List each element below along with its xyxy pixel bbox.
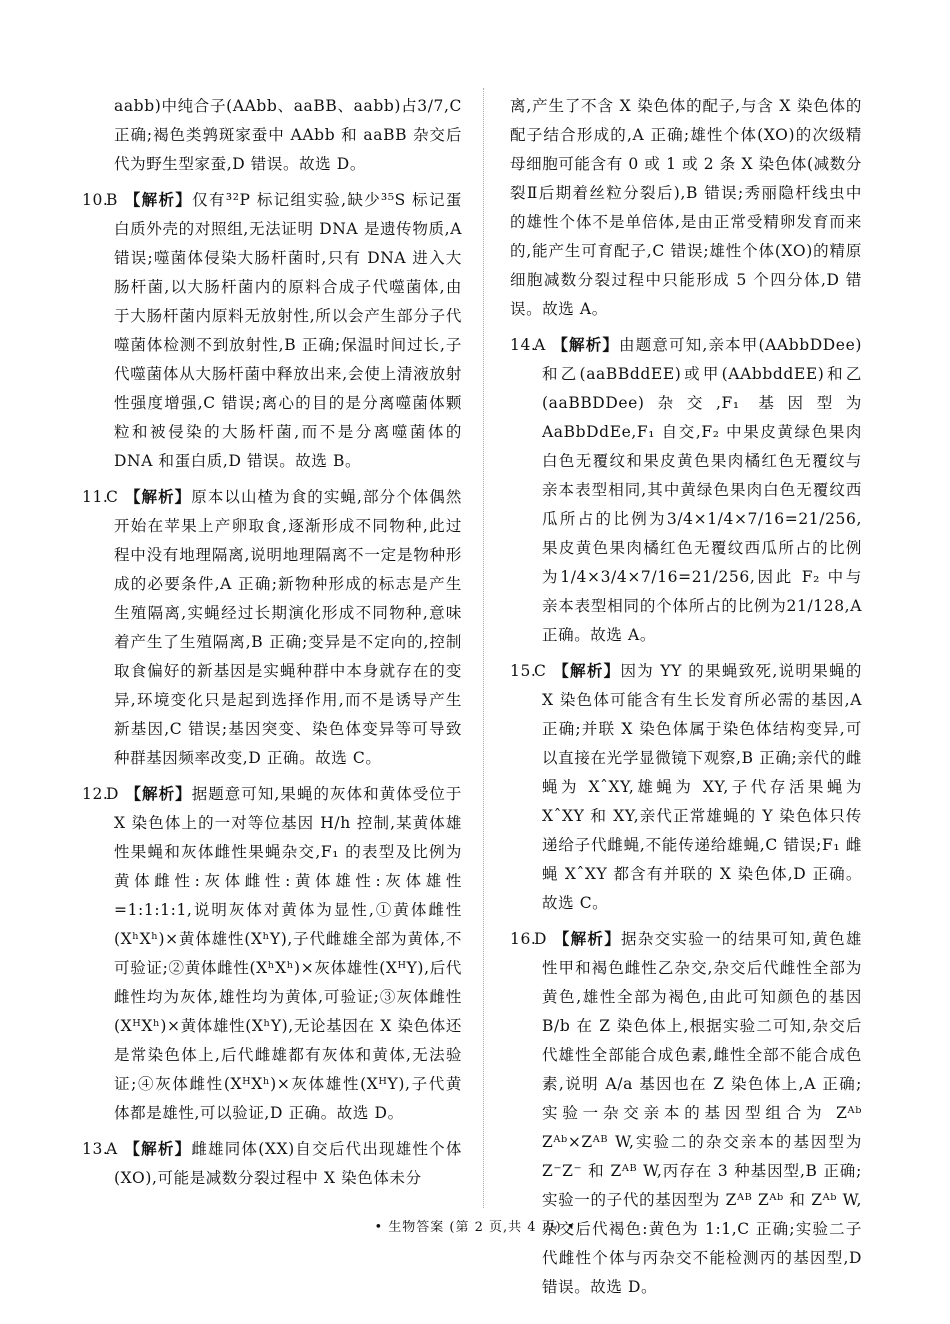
answer-item-15 <box>510 656 862 918</box>
analysis-tag: 【解析】 <box>551 335 620 354</box>
column-divider <box>483 88 484 1208</box>
answer-item-12 <box>82 779 462 1128</box>
right-column <box>510 92 862 1308</box>
answer-item-10 <box>82 185 462 476</box>
answer-item-14 <box>510 330 862 650</box>
continuation-text: aabb)中纯合子(AAbb、aaBB、aabb)占3/7,C 正确;褐色类鹑斑家蚕中 AAbb 和 aaBB 杂交后代为野生型家蚕,D 错误。故选 D。 <box>114 97 462 173</box>
item-answer: D <box>534 930 548 948</box>
page-footer: • 生物答案 (第 2 页,共 4 页) • <box>374 1220 576 1235</box>
item-text: 据杂交实验一的结果可知,黄色雄性甲和褐色雌性乙杂交,杂交后代雌性全部为黄色,雄性全部为褐色,由此可知颜色的基因 B/b 在 Z 染色体上,根据实验二可知,杂交后代雄性全部能合成色素,雌性全部不能合成色素,说明 A/a 基因也在 Z 染色体上,A 正确;实验一杂交亲本的基因型组合为 Zᴬᵇ Zᴬᵇ×Zᴬᴮ W,实验二的杂交亲本的基因型为 Z⁻Z⁻ 和 Zᴬᴮ W,丙存在 3 种基因型,B 正确;实验一的子代的基因型为 Zᴬᴮ Zᴬᵇ 和 Zᴬᵇ W,杂交后代褐色:黄色为 1:1,C 正确;实验二子代雌性个体与丙杂交不能检测丙的基因型,D 错误。故选 D。 <box>542 930 862 1296</box>
item-answer: C <box>534 662 547 680</box>
item-number: 13. <box>82 1140 109 1158</box>
item-number: 12. <box>82 785 109 803</box>
item-text: 由题意可知,亲本甲(AAbbDDee)和乙(aaBBddEE)或甲(AAbbddEE)和乙(aaBBDDee)杂交,F₁ 基因型为 AaBbDdEe,F₁ 自交,F₂ 中果皮黄绿色果肉白色无覆纹和果皮黄色果肉橘红色无覆纹与亲本表型相同,其中黄绿色果肉白色无覆纹西瓜所占的比例为3/4×1/4×7/16=21/256,果皮黄色果肉橘红色无覆纹西瓜所占的比例为1/4×3/4×7/16=21/256,因此 F₂ 中与亲本表型相同的个体所占的比例为21/128,A 正确。故选 A。 <box>542 336 863 644</box>
item-number: 11. <box>82 488 109 506</box>
item-number: 16. <box>510 930 537 948</box>
answer-item-16 <box>510 924 862 1302</box>
item-text: 据题意可知,果蝇的灰体和黄体受位于 X 染色体上的一对等位基因 H/h 控制,某黄体雄性果蝇和灰体雌性果蝇杂交,F₁ 的表型及比例为黄体雌性:灰体雌性:黄体雄性:灰体雄性=1:1:1:1,说明灰体对黄体为显性,①黄体雌性(XʰXʰ)×黄体雄性(XʰY),子代雌雄全部为黄体,不可验证;②黄体雌性(XʰXʰ)×灰体雄性(XᴴY),后代雌性均为灰体,雄性均为黄体,可验证;③灰体雌性(XᴴXʰ)×黄体雄性(XʰY),无论基因在 X 染色体还是常染色体上,后代雌雄都有灰体和黄体,无法验证;④灰体雌性(XᴴXʰ)×灰体雄性(XᴴY),子代黄体都是雄性,可以验证,D 正确。故选 D。 <box>114 785 462 1122</box>
item-answer: B <box>106 191 118 209</box>
item-text: 仅有³²P 标记组实验,缺少³⁵S 标记蛋白质外壳的对照组,无法证明 DNA 是遗传物质,A 错误;噬菌体侵染大肠杆菌时,只有 DNA 进入大肠杆菌,以大肠杆菌内的原料合成子代噬菌体,由于大肠杆菌内原料无放射性,所以会产生部分子代噬菌体检测不到放射性,B 正确;保温时间过长,子代噬菌体从大肠杆菌中释放出来,会使上清液放射性强度增强,C 错误;离心的目的是分离噬菌体颗粒和被侵染的大肠杆菌,而不是分离噬菌体的 DNA 和蛋白质,D 错误。故选 B。 <box>114 191 462 470</box>
item-number: 14. <box>510 336 537 354</box>
item-answer: C <box>106 488 119 506</box>
analysis-tag: 【解析】 <box>124 190 193 209</box>
analysis-tag: 【解析】 <box>552 661 621 680</box>
analysis-tag: 【解析】 <box>125 784 192 803</box>
item-text: 因为 YY 的果蝇致死,说明果蝇的 X 染色体可能含有生长发育所必需的基因,A 正确;并联 X 染色体属于染色体结构变异,可以直接在光学显微镜下观察,B 正确;亲代的雌蝇为 XˆXY,雄蝇为 XY,子代存活果蝇为 XˆXY 和 XY,亲代正常雄蝇的 Y 染色体只传递给子代雌蝇,不能传递给雄蝇,C 错误;F₁ 雌蝇 XˆXY 都含有并联的 X 染色体,D 正确。故选 C。 <box>542 662 862 912</box>
left-column <box>82 92 462 1199</box>
item-answer: D <box>106 785 120 803</box>
item-text: 雌雄同体(XX)自交后代出现雄性个体(XO),可能是减数分裂过程中 X 染色体未分 <box>114 1140 462 1187</box>
answer-item-13 <box>82 1134 462 1193</box>
continuation-text: 离,产生了不含 X 染色体的配子,与含 X 染色体的配子结合形成的,A 正确;雄性个体(XO)的次级精母细胞可能含有 0 或 1 或 2 条 X 染色体(减数分裂Ⅱ后期着丝粒分裂后),B 错误;秀丽隐杆线虫中的雄性个体不是单倍体,是由正常受精卵发育而来的,能产生可育配子,C 错误;雄性个体(XO)的精原细胞减数分裂过程中只能形成 5 个四分体,D 错误。故选 A。 <box>510 97 862 318</box>
answer-item-11 <box>82 482 462 773</box>
item-number: 10. <box>82 191 109 209</box>
analysis-tag: 【解析】 <box>124 487 192 506</box>
analysis-tag: 【解析】 <box>123 1139 192 1158</box>
analysis-tag: 【解析】 <box>553 929 622 948</box>
item-text: 原本以山楂为食的实蝇,部分个体偶然开始在苹果上产卵取食,逐渐形成不同物种,此过程中没有地理隔离,说明地理隔离不一定是物种形成的必要条件,A 正确;新物种形成的标志是产生生殖隔离,实蝇经过长期演化形成不同物种,意味着产生了生殖隔离,B 正确;变异是不定向的,控制取食偏好的新基因是实蝇种群中本身就存在的变异,环境变化只是起到选择作用,而不是诱导产生新基因,C 错误;基因突变、染色体变异等可导致种群基因频率改变,D 正确。故选 C。 <box>114 488 462 767</box>
item-number: 15. <box>510 662 537 680</box>
item-answer: A <box>534 336 546 354</box>
item-answer: A <box>106 1140 118 1158</box>
